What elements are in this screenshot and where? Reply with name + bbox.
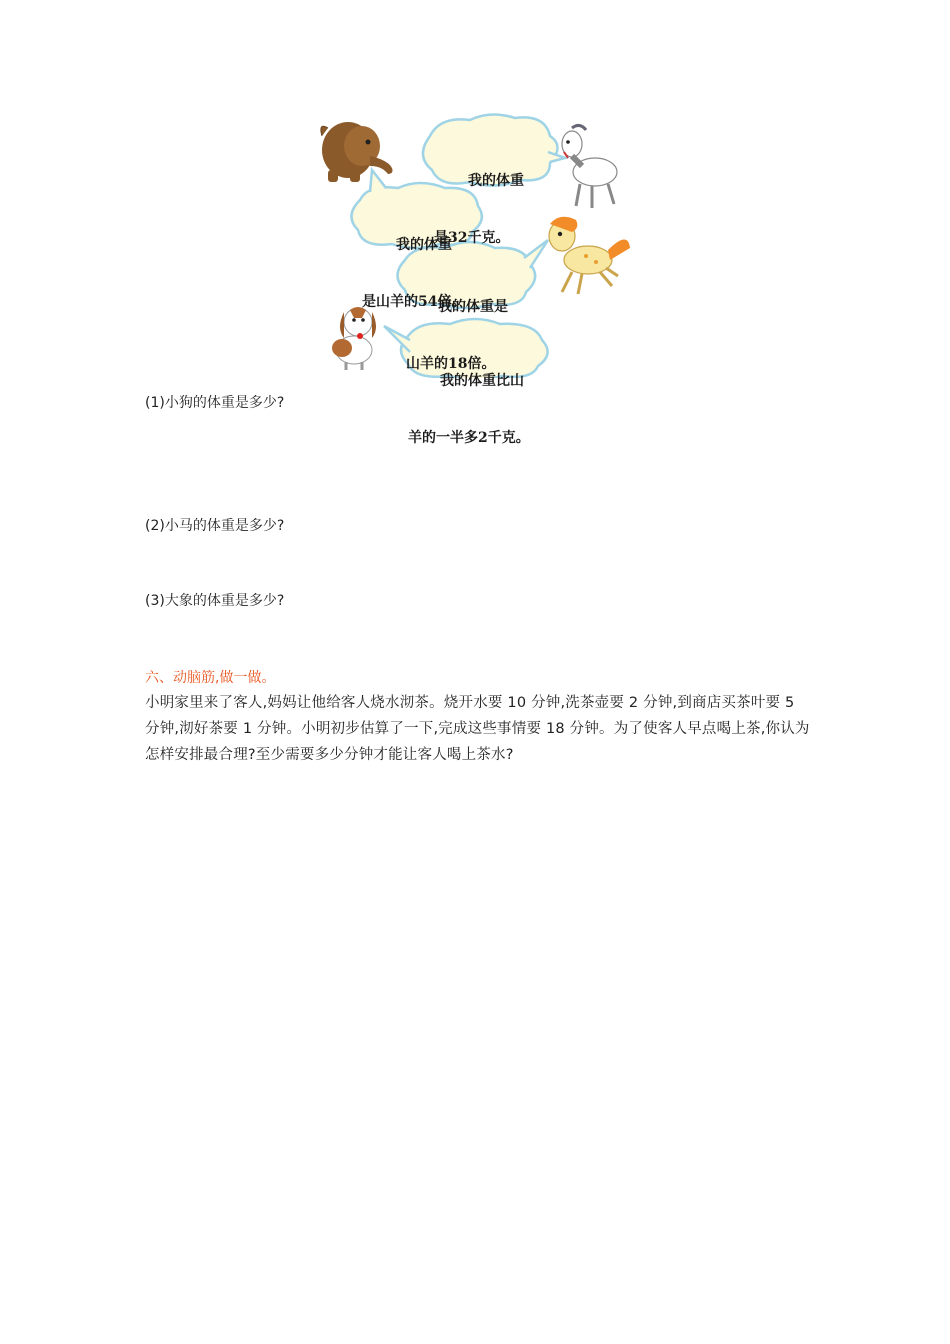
bubble-elephant-line-2: 是山羊的54倍。 bbox=[362, 294, 466, 310]
dog-icon bbox=[332, 307, 376, 370]
bubble-goat-line-1: 我的体重 bbox=[468, 173, 524, 189]
goat-icon bbox=[562, 125, 617, 208]
bubble-dog-line-2: 羊的一半多2千克。 bbox=[408, 430, 530, 446]
bubble-goat-line-2: 是32千克。 bbox=[434, 230, 510, 246]
question-3: (3)大象的体重是多少? bbox=[145, 593, 285, 609]
section-6-body: 小明家里来了客人,妈妈让他给客人烧水沏茶。烧开水要 10 分钟,洗茶壶要 2 分钟,到商店买茶叶要 5 分钟,沏好茶要 1 分钟。小明初步估算了一下,完成这些事情要 18 分钟。为了使客人早点喝上茶,你认为怎样安排最合理?至少需要多少分钟才能让客人喝上茶水? bbox=[145, 695, 810, 763]
section-6-title: 六、动脑筋,做一做。 bbox=[145, 670, 276, 686]
bubble-elephant-line-1: 我的体重 bbox=[396, 237, 452, 253]
bubble-horse-line-2: 山羊的18倍。 bbox=[406, 356, 496, 372]
horse-icon bbox=[549, 217, 630, 294]
bubble-horse-line-1: 我的体重是 bbox=[438, 299, 508, 315]
question-1: (1)小狗的体重是多少? bbox=[145, 395, 285, 411]
bubble-dog-line-1: 我的体重比山 bbox=[440, 373, 524, 389]
bubble-text-dog bbox=[408, 334, 530, 486]
elephant-icon bbox=[321, 122, 393, 182]
question-2: (2)小马的体重是多少? bbox=[145, 518, 285, 534]
animal-weight-illustration bbox=[310, 108, 640, 446]
